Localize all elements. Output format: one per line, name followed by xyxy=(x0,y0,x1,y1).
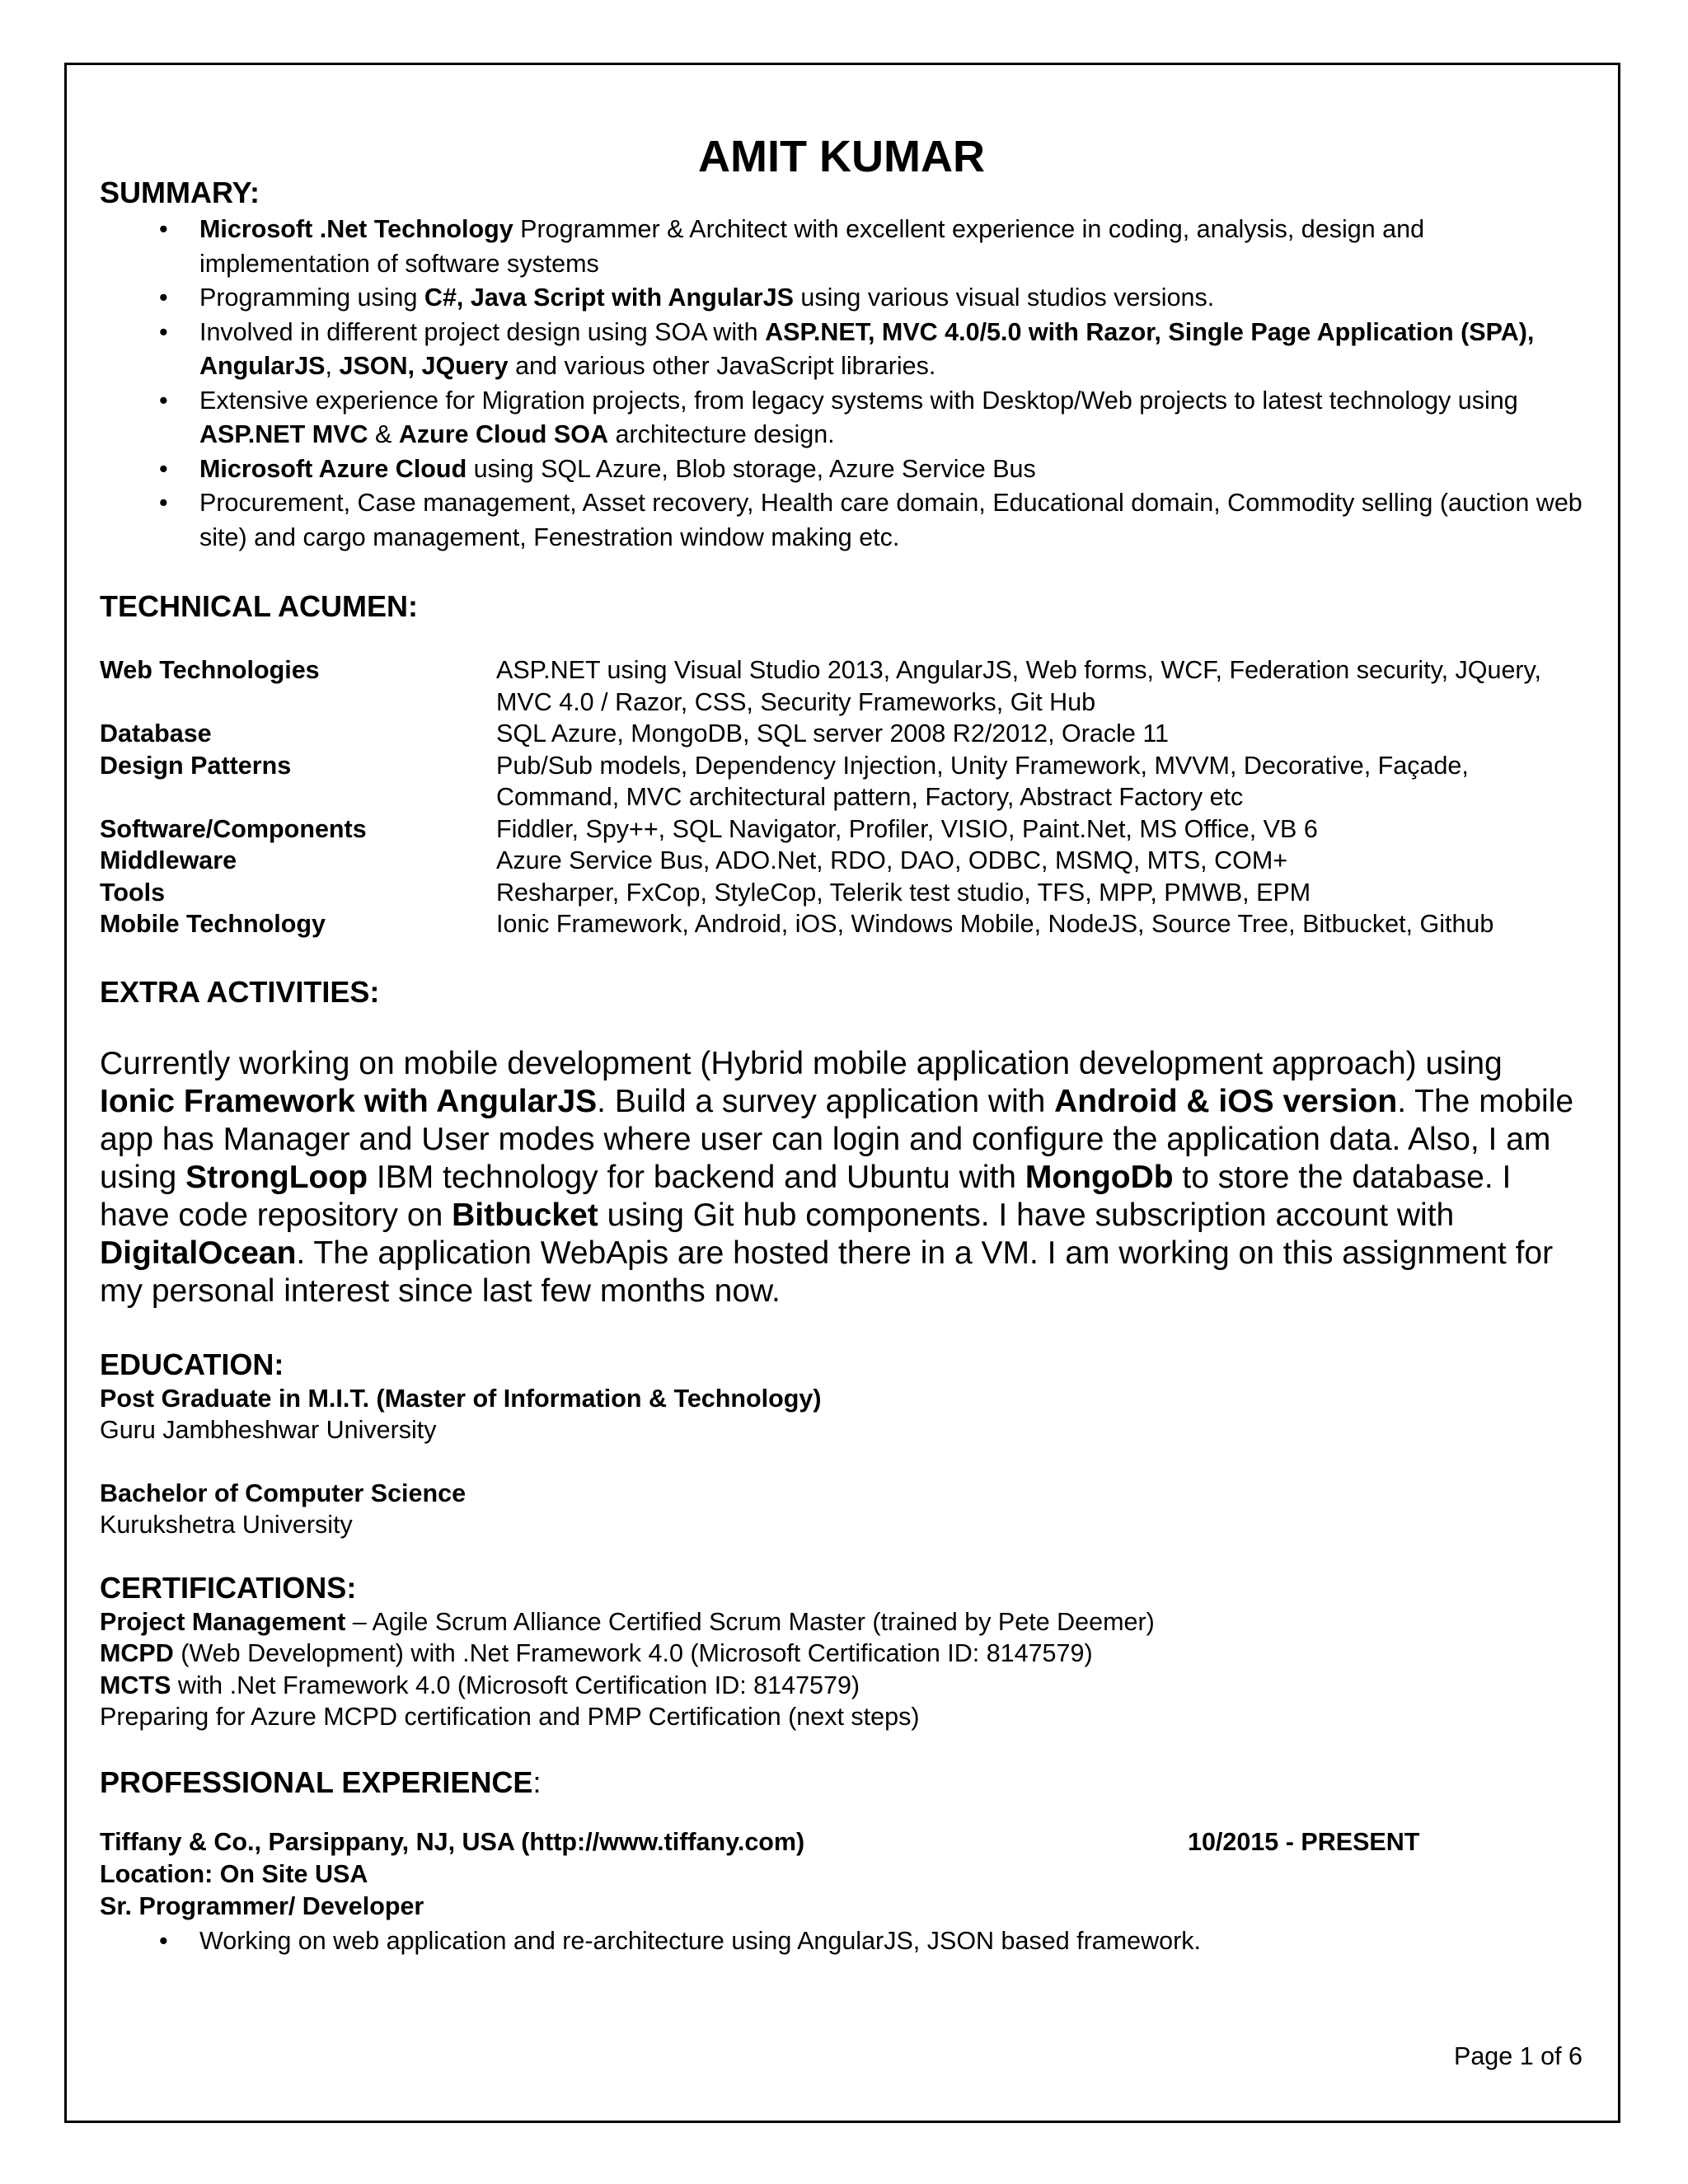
technical-value: Pub/Sub models, Dependency Injection, Unity Framework, MVVM, Decorative, Façade, Command, MVC architectural pattern, Factory, Abstract Factory etc xyxy=(496,751,1469,811)
technical-category: Tools xyxy=(100,878,166,907)
text-run: , xyxy=(325,352,340,380)
extra-section xyxy=(100,974,1583,1310)
candidate-name: AMIT KUMAR xyxy=(698,132,985,181)
text-run: & xyxy=(368,420,399,448)
experience-title-suffix: : xyxy=(532,1765,542,1799)
technical-row xyxy=(100,877,1583,909)
education-list xyxy=(100,1383,1583,1541)
certifications-title: CERTIFICATIONS: xyxy=(100,1570,357,1605)
text-run: using various visual studios versions. xyxy=(793,284,1215,312)
job-bullets xyxy=(100,1924,1583,1959)
resume-content xyxy=(100,132,1583,1958)
bold-text: C#, Java Script with AngularJS xyxy=(424,284,794,312)
summary-list xyxy=(100,213,1583,555)
job-header xyxy=(100,1826,1583,1858)
bold-text: JSON, JQuery xyxy=(339,352,509,380)
technical-category: Software/Components xyxy=(100,814,367,843)
technical-row xyxy=(100,654,1583,718)
education-title: EDUCATION: xyxy=(100,1347,284,1381)
experience-title xyxy=(100,1765,1583,1801)
text-run: with .Net Framework 4.0 (Microsoft Certification ID: 8147579) xyxy=(171,1671,860,1699)
text-run: Procurement, Case management, Asset recovery, Health care domain, Educational domain, Commodity selling (auction web site) and cargo management, Fenestration window making etc. xyxy=(199,489,1582,551)
text-run: . The application WebApis are hosted there in a VM. I am working on this assignment for my personal interest since last few months now. xyxy=(100,1235,1554,1309)
degree: Bachelor of Computer Science xyxy=(100,1479,467,1507)
text-run: Programming using xyxy=(199,284,424,312)
technical-row xyxy=(100,750,1583,813)
text-run: . Build a survey application with xyxy=(597,1083,1055,1119)
bold-text: MCTS xyxy=(100,1671,171,1699)
certification-line xyxy=(100,1670,1583,1702)
technical-category: Web Technologies xyxy=(100,656,320,684)
bold-text: Project Management xyxy=(100,1607,346,1636)
text-run: Currently working on mobile development (Hybrid mobile application development approach) using xyxy=(100,1045,1503,1081)
text-run: and various other JavaScript libraries. xyxy=(508,352,936,380)
technical-title: TECHNICAL ACUMEN: xyxy=(100,589,418,623)
text-run: (Web Development) with .Net Framework 4.0 (Microsoft Certification ID: 8147579) xyxy=(173,1639,1093,1667)
text-run: Preparing for Azure MCPD certification and PMP Certification (next steps) xyxy=(100,1703,920,1731)
summary-item xyxy=(100,486,1583,555)
summary-item xyxy=(100,281,1583,316)
certifications-section xyxy=(100,1570,1583,1733)
text-run: Extensive experience for Migration projects, from legacy systems with Desktop/Web projects to latest technology using xyxy=(199,386,1518,415)
text-run: – Agile Scrum Alliance Certified Scrum Master (trained by Pete Deemer) xyxy=(345,1607,1155,1636)
experience-title-text: PROFESSIONAL EXPERIENCE xyxy=(100,1765,533,1799)
technical-value: SQL Azure, MongoDB, SQL server 2008 R2/2012, Oracle 11 xyxy=(496,719,1170,748)
job-role: Sr. Programmer/ Developer xyxy=(100,1891,424,1920)
certifications-list xyxy=(100,1606,1583,1733)
technical-row xyxy=(100,908,1583,940)
university: Guru Jambheshwar University xyxy=(100,1416,437,1444)
technical-row xyxy=(100,845,1583,877)
bold-text: ASP.NET, MVC 4.0/5.0 with Razor, Single Page Application (SPA), AngularJS xyxy=(199,317,1535,380)
bold-text: Microsoft .Net Technology xyxy=(199,215,513,243)
degree: Post Graduate in M.I.T. (Master of Information & Technology) xyxy=(100,1384,822,1413)
job-dates: 10/2015 - PRESENT xyxy=(1188,1827,1420,1856)
technical-value: ASP.NET using Visual Studio 2013, AngularJS, Web forms, WCF, Federation security, JQuery, MVC 4.0 / Razor, CSS, Security Frameworks, Git Hub xyxy=(496,656,1542,716)
job-bullet: • Working on web application and re-architecture using AngularJS, JSON based framework. xyxy=(100,1924,1583,1959)
technical-row xyxy=(100,813,1583,846)
technical-value: Fiddler, Spy++, SQL Navigator, Profiler, VISIO, Paint.Net, MS Office, VB 6 xyxy=(496,814,1318,843)
bold-text: Microsoft Azure Cloud xyxy=(199,454,467,483)
text-run: Involved in different project design using SOA with xyxy=(199,317,766,346)
experience-list xyxy=(100,1826,1583,1959)
technical-value: Resharper, FxCop, StyleCop, Telerik test studio, TFS, MPP, PMWB, EPM xyxy=(496,878,1311,907)
bold-text: DigitalOcean xyxy=(100,1235,297,1271)
certification-line xyxy=(100,1638,1583,1670)
text-run: to store the database. I have code repository on xyxy=(100,1159,1512,1233)
job-location: Location: On Site USA xyxy=(100,1859,368,1888)
summary-item xyxy=(100,213,1583,281)
text-run: Programmer & Architect with excellent experience in coding, analysis, design and implementation of software systems xyxy=(199,215,1425,278)
text-run: using Git hub components. I have subscription account with xyxy=(598,1197,1455,1233)
summary-title: SUMMARY: xyxy=(100,176,260,209)
bold-text: Azure Cloud SOA xyxy=(398,420,608,448)
text-run: architecture design. xyxy=(607,420,835,448)
bold-text: Bitbucket xyxy=(452,1197,598,1233)
technical-category: Middleware xyxy=(100,846,237,874)
bold-text: ASP.NET MVC xyxy=(199,420,368,448)
text-run: using SQL Azure, Blob storage, Azure Service Bus xyxy=(467,454,1036,483)
extra-paragraph xyxy=(100,1045,1583,1310)
technical-section xyxy=(100,588,1583,940)
summary-section xyxy=(100,175,1583,555)
university: Kurukshetra University xyxy=(100,1511,353,1539)
technical-value: Azure Service Bus, ADO.Net, RDO, DAO, ODBC, MSMQ, MTS, COM+ xyxy=(496,846,1288,874)
page-number: Page 1 of 6 xyxy=(1453,2042,1582,2070)
experience-section xyxy=(100,1765,1583,1959)
technical-row xyxy=(100,718,1583,750)
bold-text: Ionic Framework with AngularJS xyxy=(100,1083,598,1119)
bold-text: StrongLoop xyxy=(185,1159,368,1195)
extra-title: EXTRA ACTIVITIES: xyxy=(100,974,380,1009)
job-entry xyxy=(100,1826,1583,1959)
education-section xyxy=(100,1347,1583,1541)
education-item xyxy=(100,1383,1583,1446)
text-run: IBM technology for backend and Ubuntu with xyxy=(368,1159,1025,1195)
technical-category: Database xyxy=(100,719,212,748)
summary-item xyxy=(100,452,1583,487)
technical-table xyxy=(100,654,1583,940)
text-run: . The mobile app has Manager and User modes where user can login and configure the application data. Also, I am using xyxy=(100,1083,1574,1195)
job-company: Tiffany & Co., Parsippany, NJ, USA (http://www.tiffany.com) xyxy=(100,1827,805,1856)
bold-text: MongoDb xyxy=(1025,1159,1174,1195)
certification-line xyxy=(100,1606,1583,1638)
technical-category: Design Patterns xyxy=(100,751,292,780)
certification-line xyxy=(100,1701,1583,1733)
technical-category: Mobile Technology xyxy=(100,910,326,938)
education-item xyxy=(100,1478,1583,1541)
bold-text: Android & iOS version xyxy=(1054,1083,1398,1119)
summary-item xyxy=(100,316,1583,384)
technical-value: Ionic Framework, Android, iOS, Windows Mobile, NodeJS, Source Tree, Bitbucket, Github xyxy=(496,910,1494,938)
bold-text: MCPD xyxy=(100,1639,174,1667)
summary-item xyxy=(100,384,1583,452)
